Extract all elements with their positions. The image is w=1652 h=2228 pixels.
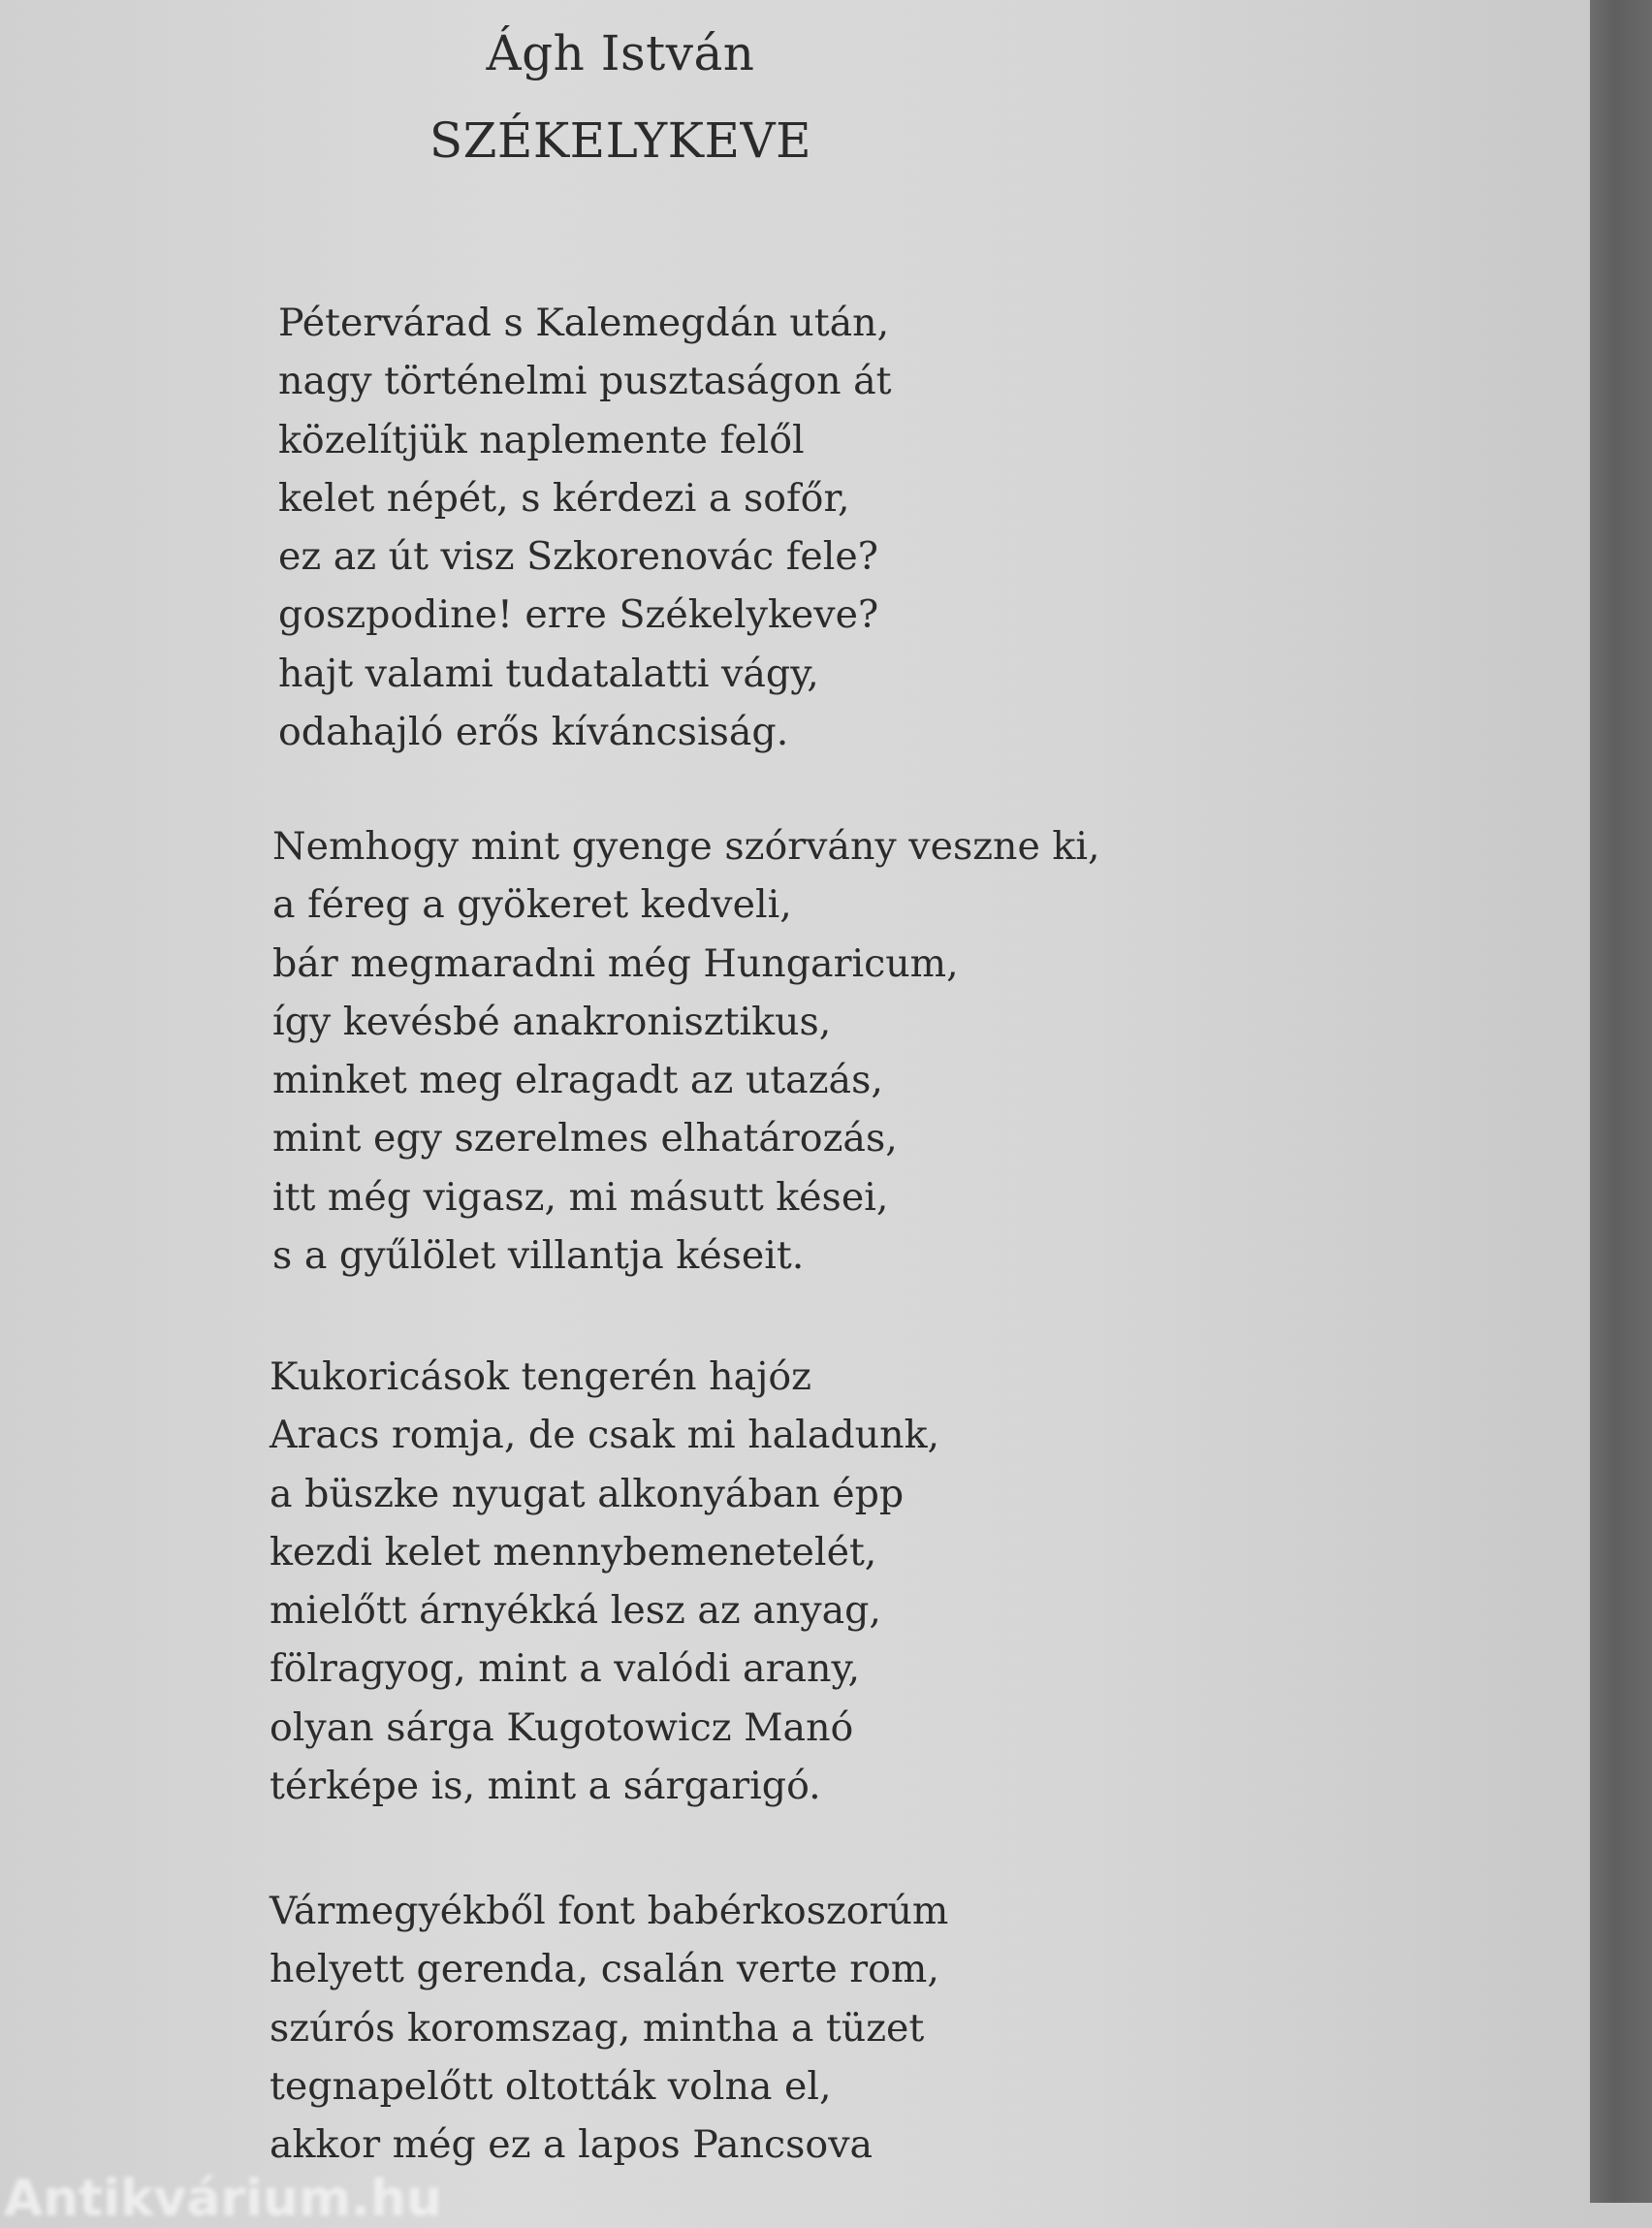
poem-line: s a gyűlölet villantja késeit. [272,1233,805,1279]
poem-line: szúrós koromszag, mintha a tüzet [270,2005,925,2051]
watermark: Antikvárium.hu [4,2170,442,2228]
poem-title: SZÉKELYKEVE [429,112,812,169]
poem-line: minket meg elragadt az utazás, [272,1058,883,1103]
poem-line: Nemhogy mint gyenge szórvány veszne ki, [272,824,1100,869]
stanza-4 [270,1882,948,2174]
poem-line: a féreg a gyökeret kedveli, [272,882,792,928]
poem-line: nagy történelmi pusztaságon át [278,359,892,404]
book-page-edge [1590,0,1652,2203]
poem-line: kezdi kelet mennybemenetelét, [270,1529,877,1575]
poem-line: olyan sárga Kugotowicz Manó [270,1704,854,1750]
poem-line: Aracs romja, de csak mi haladunk, [270,1413,940,1458]
poem-line: mielőtt árnyékká lesz az anyag, [270,1588,881,1634]
poem-line: tegnapelőtt oltották volna el, [270,2063,832,2109]
poem-line: térképe is, mint a sárgarigó. [270,1764,821,1809]
poem-line: odahajló erős kíváncsiság. [278,710,789,755]
poem-line: helyett gerenda, csalán verte rom, [270,1947,939,1992]
poem-line: akkor még ez a lapos Pancsova [270,2122,874,2168]
poem-line: Kukoricások tengerén hajóz [270,1354,811,1399]
stanza-1 [278,294,892,761]
poem-author: Ágh István [486,25,755,81]
poem-line: a büszke nyugat alkonyában épp [270,1471,905,1516]
poem-line: bár megmaradni még Hungaricum, [272,940,959,986]
poem-line: fölragyog, mint a valódi arany, [270,1646,861,1692]
poem-line: mint egy szerelmes elhatározás, [272,1116,898,1162]
poem-line: kelet népét, s kérdezi a sofőr, [278,475,850,521]
poem-line: Pétervárad s Kalemegdán után, [278,301,890,345]
poem-line: itt még vigasz, mi másutt kései, [272,1174,889,1220]
poem-line: hajt valami tudatalatti vágy, [278,651,819,696]
stanza-3 [270,1348,939,1815]
poem-line: ez az út visz Szkorenovác fele? [278,534,878,580]
stanza-2 [272,817,1100,1285]
poem-line: így kevésbé anakronisztikus, [272,999,832,1044]
poem-line: Vármegyékből font babérkoszorúm [270,1889,949,1933]
poem-line: közelítjük naplemente felől [278,417,805,462]
poem-line: goszpodine! erre Székelykeve? [278,592,879,638]
